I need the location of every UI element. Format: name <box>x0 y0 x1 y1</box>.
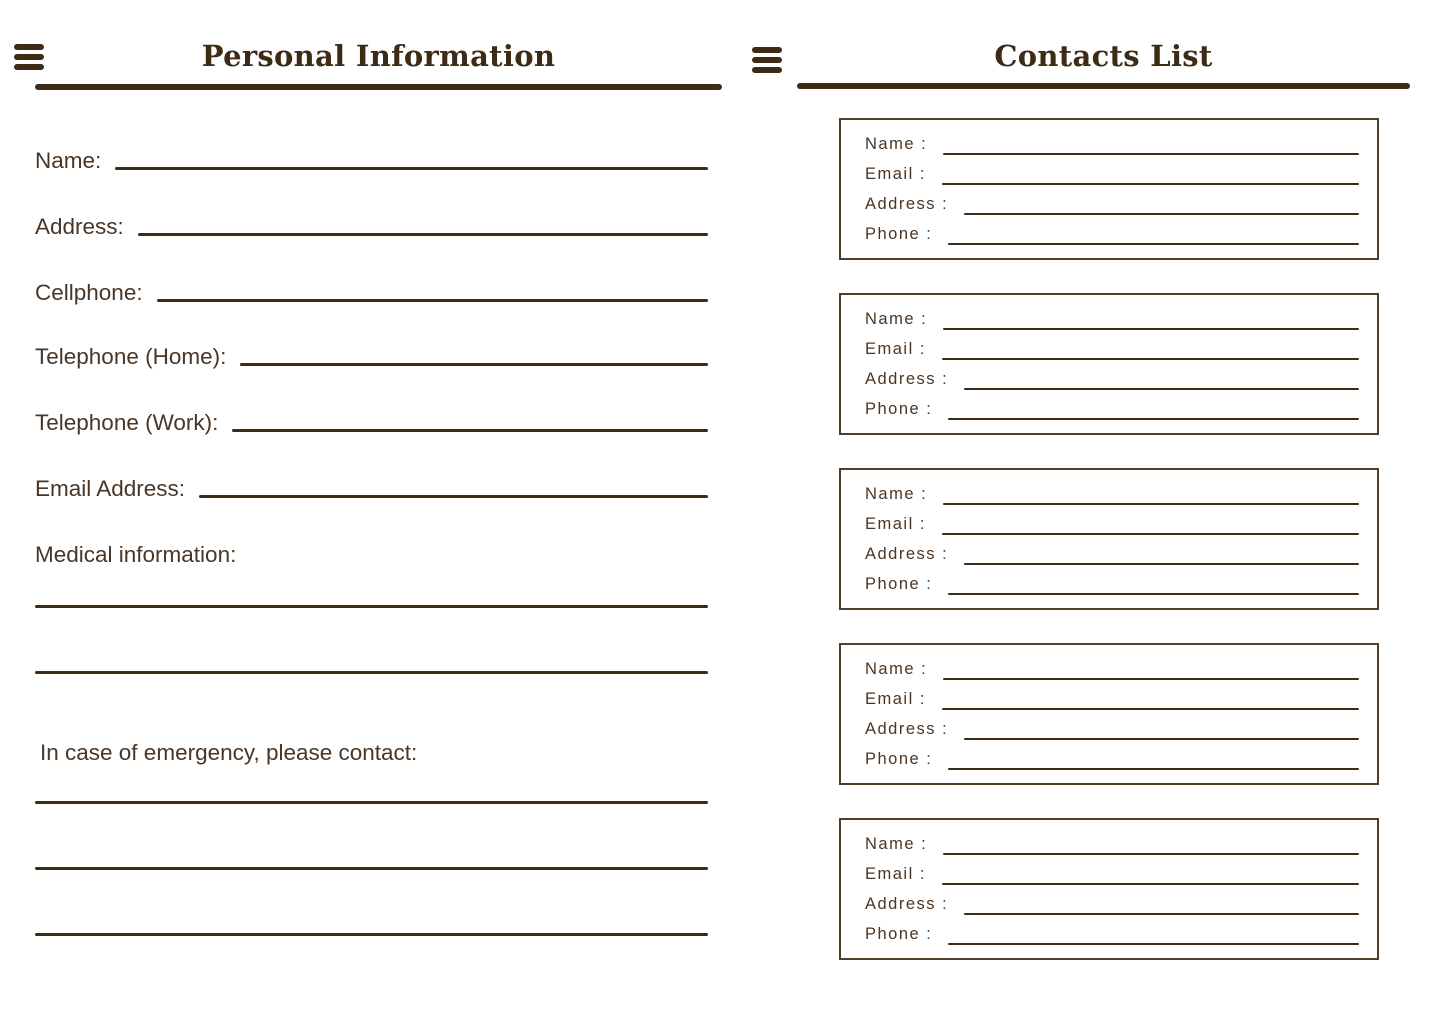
contact-email-row <box>865 509 1359 539</box>
telephone-work-input-line[interactable] <box>232 429 708 432</box>
email-address-label: Email Address: <box>35 476 186 501</box>
contact-address-input-line[interactable] <box>964 913 1359 915</box>
contact-name-row <box>865 304 1359 334</box>
contact-email-input-line[interactable] <box>942 883 1359 885</box>
page-title: Personal Information <box>201 39 556 73</box>
contact-phone-row <box>865 744 1359 774</box>
contact-email-row <box>865 334 1359 364</box>
contact-phone-row <box>865 219 1359 249</box>
contact-email-input-line[interactable] <box>942 533 1359 535</box>
contact-card <box>839 818 1379 960</box>
contact-name-label: Name : <box>865 135 928 153</box>
menu-bar <box>752 57 782 63</box>
contact-phone-label: Phone : <box>865 575 933 593</box>
contact-name-row <box>865 129 1359 159</box>
contact-phone-input-line[interactable] <box>948 418 1359 420</box>
contact-email-label: Email : <box>865 865 926 883</box>
menu-bar <box>752 47 782 53</box>
title-divider <box>35 84 722 90</box>
contact-email-input-line[interactable] <box>942 708 1359 710</box>
contact-phone-label: Phone : <box>865 400 933 418</box>
address-label: Address: <box>35 214 124 239</box>
contact-address-label: Address : <box>865 895 949 913</box>
contact-email-row <box>865 159 1359 189</box>
contact-email-label: Email : <box>865 515 926 533</box>
title-divider <box>797 83 1410 89</box>
contact-phone-label: Phone : <box>865 750 933 768</box>
emergency-writing-line[interactable] <box>35 867 708 870</box>
contact-phone-label: Phone : <box>865 225 933 243</box>
contact-name-input-line[interactable] <box>943 503 1359 505</box>
cellphone-label: Cellphone: <box>35 280 143 305</box>
contact-email-row <box>865 684 1359 714</box>
contact-name-row <box>865 654 1359 684</box>
emergency-writing-line[interactable] <box>35 801 708 804</box>
contact-email-label: Email : <box>865 340 926 358</box>
contact-name-label: Name : <box>865 485 928 503</box>
telephone-home-input-line[interactable] <box>240 363 708 366</box>
contact-phone-input-line[interactable] <box>948 943 1359 945</box>
contact-address-input-line[interactable] <box>964 563 1359 565</box>
cellphone-field-row <box>35 279 708 307</box>
contact-phone-row <box>865 569 1359 599</box>
telephone-work-field-row <box>35 409 708 437</box>
medical-information-label: Medical information: <box>35 542 237 567</box>
contact-card <box>839 643 1379 785</box>
contact-name-label: Name : <box>865 660 928 678</box>
contact-email-label: Email : <box>865 165 926 183</box>
page-title: Contacts List <box>994 39 1213 73</box>
contact-name-input-line[interactable] <box>943 678 1359 680</box>
contact-address-row <box>865 889 1359 919</box>
email-address-input-line[interactable] <box>199 495 708 498</box>
emergency-writing-line[interactable] <box>35 933 708 936</box>
contact-email-row <box>865 859 1359 889</box>
contact-email-input-line[interactable] <box>942 183 1359 185</box>
contact-address-label: Address : <box>865 545 949 563</box>
medical-writing-line[interactable] <box>35 671 708 674</box>
contact-card <box>839 118 1379 260</box>
telephone-home-field-row <box>35 343 708 371</box>
medical-writing-line[interactable] <box>35 605 708 608</box>
contact-card <box>839 293 1379 435</box>
contact-name-input-line[interactable] <box>943 853 1359 855</box>
contact-name-row <box>865 829 1359 859</box>
contact-address-row <box>865 189 1359 219</box>
contact-phone-row <box>865 919 1359 949</box>
contact-address-input-line[interactable] <box>964 213 1359 215</box>
name-input-line[interactable] <box>115 167 708 170</box>
address-input-line[interactable] <box>138 233 708 236</box>
telephone-work-label: Telephone (Work): <box>35 410 219 435</box>
contact-phone-row <box>865 394 1359 424</box>
menu-bar <box>752 67 782 73</box>
contact-name-row <box>865 479 1359 509</box>
contact-address-label: Address : <box>865 195 949 213</box>
contact-address-input-line[interactable] <box>964 738 1359 740</box>
contact-address-row <box>865 364 1359 394</box>
contact-phone-input-line[interactable] <box>948 593 1359 595</box>
email-address-field-row <box>35 475 708 503</box>
contact-address-label: Address : <box>865 720 949 738</box>
contact-card <box>839 468 1379 610</box>
contact-address-label: Address : <box>865 370 949 388</box>
contact-name-input-line[interactable] <box>943 153 1359 155</box>
contact-phone-input-line[interactable] <box>948 768 1359 770</box>
contact-name-label: Name : <box>865 310 928 328</box>
telephone-home-label: Telephone (Home): <box>35 344 227 369</box>
name-field-row <box>35 147 708 175</box>
name-label: Name: <box>35 148 102 173</box>
contact-email-label: Email : <box>865 690 926 708</box>
contact-address-row <box>865 714 1359 744</box>
address-field-row <box>35 213 708 241</box>
contact-address-row <box>865 539 1359 569</box>
contact-email-input-line[interactable] <box>942 358 1359 360</box>
emergency-contact-label: In case of emergency, please contact: <box>40 740 418 765</box>
contact-name-input-line[interactable] <box>943 328 1359 330</box>
contact-name-label: Name : <box>865 835 928 853</box>
contact-phone-label: Phone : <box>865 925 933 943</box>
contact-phone-input-line[interactable] <box>948 243 1359 245</box>
hamburger-menu-icon[interactable] <box>752 47 782 73</box>
cellphone-input-line[interactable] <box>157 299 708 302</box>
contact-address-input-line[interactable] <box>964 388 1359 390</box>
